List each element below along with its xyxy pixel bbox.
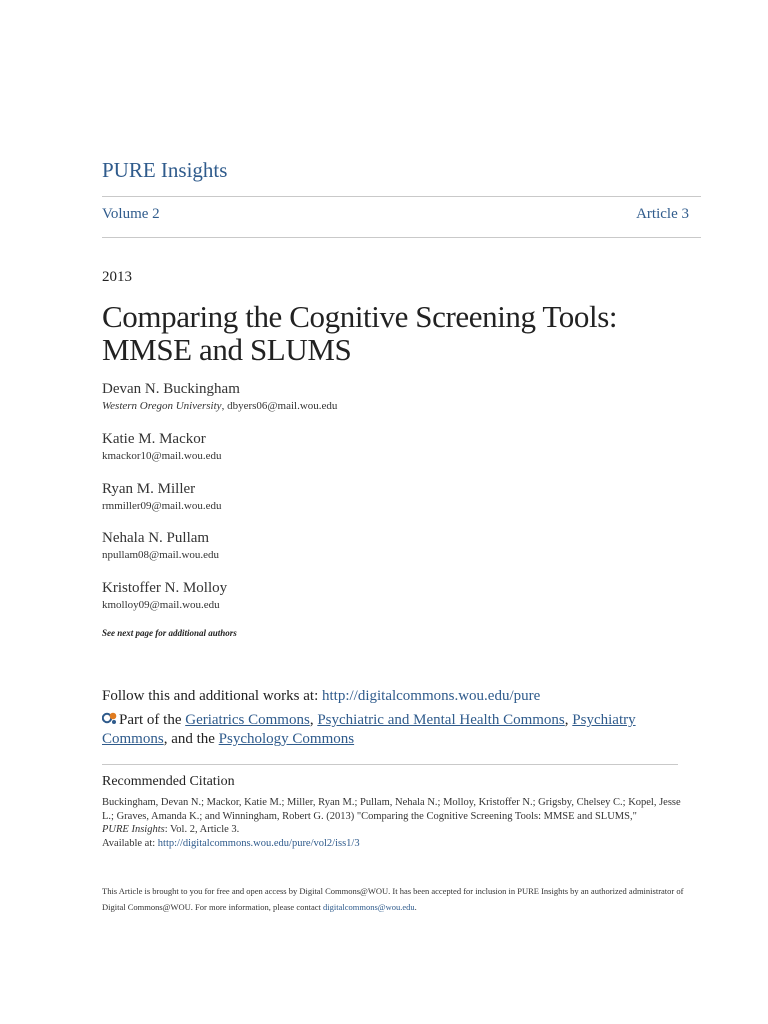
citation-journal: PURE Insights <box>102 824 165 835</box>
volume-link[interactable] <box>102 206 160 223</box>
part-of-line <box>102 711 662 749</box>
separator: , <box>564 712 573 728</box>
author-name: Nehala N. Pullam <box>102 530 210 546</box>
separator: , <box>309 712 318 728</box>
author-email: kmackor10@mail.wou.edu <box>102 450 222 462</box>
author-block <box>102 380 337 414</box>
citation-heading: Recommended Citation <box>102 774 235 789</box>
article-link-text[interactable]: Article 3 <box>636 206 689 222</box>
author-institution: Western Oregon University <box>102 400 222 412</box>
psychiatric-mental-health-commons-link[interactable]: Psychiatric and Mental Health Commons <box>317 712 565 728</box>
additional-authors-note: See next page for additional authors <box>102 628 237 638</box>
citation-block <box>102 796 682 850</box>
access-notice-text: This Article is brought to you for free and open access by Digital Commons@WOU. It has been accepted for inclusion in PURE Insights by an authorized administrator of Digital Commons@WOU. For more information, please contact <box>102 886 684 912</box>
author-name: Ryan M. Miller <box>102 481 196 497</box>
psychology-commons-link[interactable]: Psychology Commons <box>218 731 355 747</box>
author-email: rmmiller09@mail.wou.edu <box>102 500 222 512</box>
psychiatry-commons-link[interactable]: Psychiatry Commons <box>102 712 636 747</box>
author-affiliation <box>102 399 337 414</box>
paper-title: Comparing the Cognitive Screening Tools: MMSE and SLUMS <box>102 299 618 367</box>
access-notice-end: . <box>414 901 417 912</box>
access-notice <box>102 884 692 915</box>
commons-network-icon <box>102 711 118 725</box>
geriatrics-commons-link[interactable]: Geriatrics Commons <box>185 712 310 728</box>
follow-text: Follow this and additional works at: <box>102 688 322 704</box>
contact-email-link[interactable]: digitalcommons@wou.edu <box>323 901 415 912</box>
citation-volume: : Vol. 2, Article 3. <box>164 824 240 835</box>
author-name: Katie M. Mackor <box>102 431 206 447</box>
author-block <box>102 430 222 464</box>
author-email: npullam08@mail.wou.edu <box>102 549 220 561</box>
part-of-prefix: Part of the <box>119 712 186 728</box>
author-block <box>102 579 227 613</box>
divider <box>102 237 701 238</box>
repository-link[interactable]: http://digitalcommons.wou.edu/pure <box>321 688 541 704</box>
available-label: Available at: <box>102 837 158 849</box>
author-block <box>102 480 222 514</box>
follow-line <box>102 688 540 705</box>
journal-title-link[interactable]: PURE Insights <box>102 158 228 182</box>
article-url-link[interactable]: http://digitalcommons.wou.edu/pure/vol2/iss1/3 <box>157 837 360 849</box>
publication-year: 2013 <box>102 269 132 285</box>
author-name: Devan N. Buckingham <box>102 381 240 397</box>
citation-text: Buckingham, Devan N.; Mackor, Katie M.; Miller, Ryan M.; Pullam, Nehala N.; Molloy, Kristoffer N.; Grigsby, Chelsey C.; Kopel, Jesse L.; Graves, Amanda K.; and Winningham, Robert G. (2013) "Comparing the Cognitive Screening Tools: MMSE and SLUMS," <box>102 797 681 822</box>
divider <box>102 764 678 765</box>
author-email: , dbyers06@mail.wou.edu <box>221 400 338 412</box>
separator: , and the <box>163 731 219 747</box>
author-name: Kristoffer N. Molloy <box>102 580 228 596</box>
article-link[interactable] <box>636 206 689 223</box>
divider <box>102 196 701 197</box>
author-block <box>102 529 219 563</box>
journal-title[interactable] <box>102 158 227 183</box>
author-email: kmolloy09@mail.wou.edu <box>102 599 220 611</box>
volume-link-text[interactable]: Volume 2 <box>102 206 160 222</box>
